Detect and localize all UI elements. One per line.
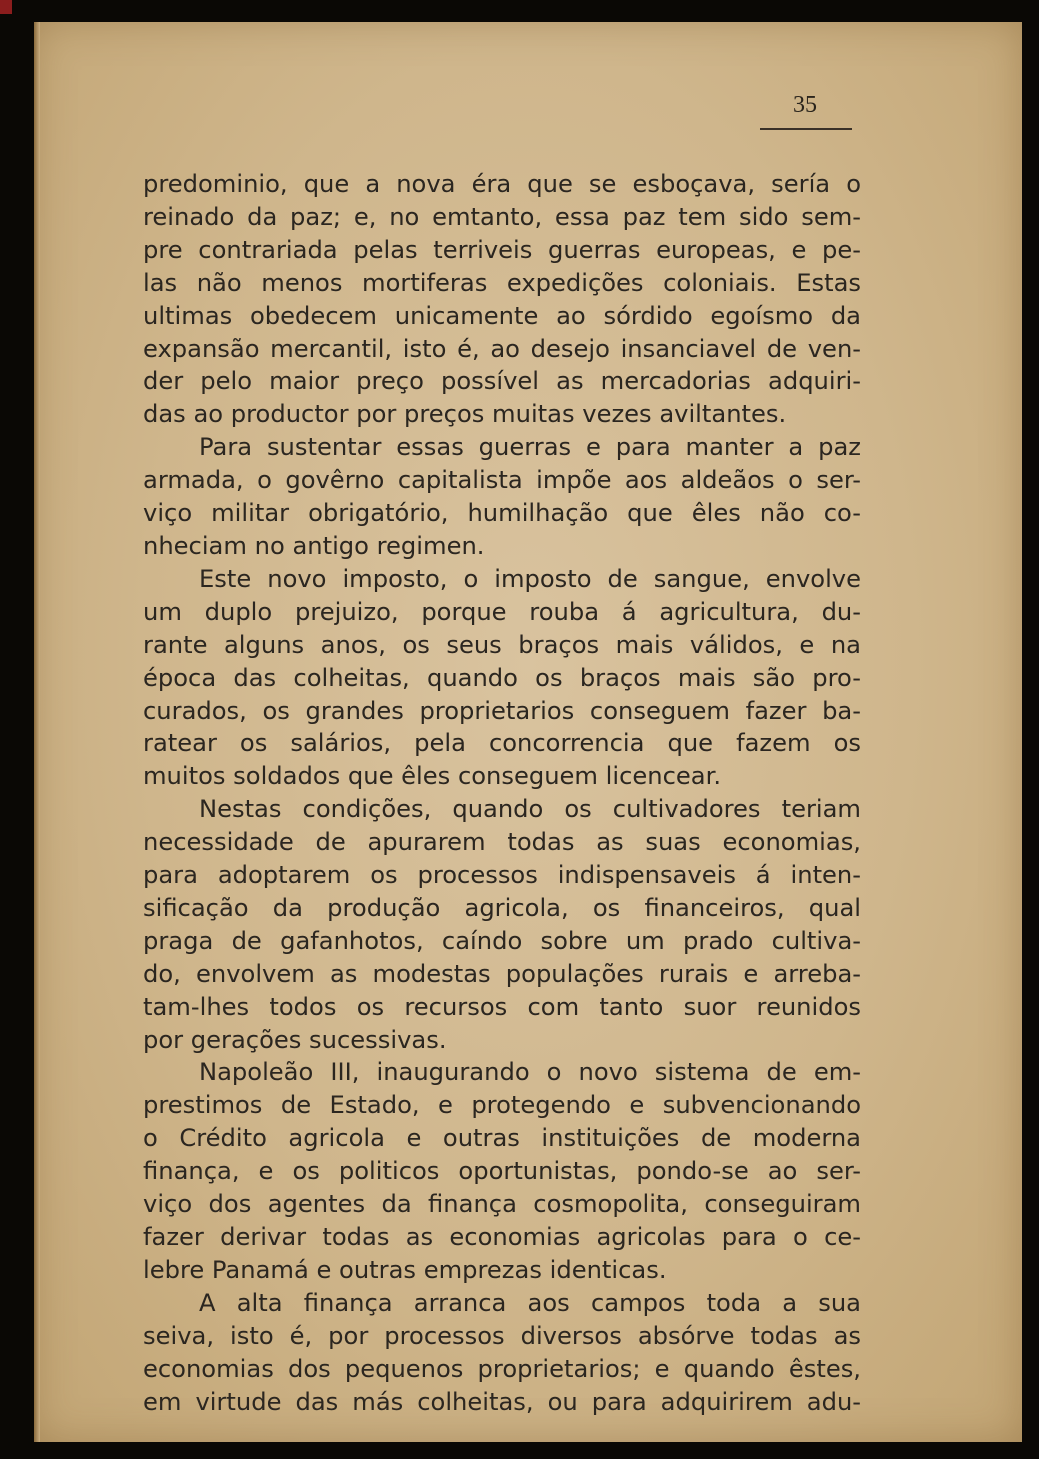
text-line: muitos soldados que êles conseguem licencear. [143, 762, 722, 791]
text-line: pre contrariada pelas terriveis guerras europeas, e pe- [143, 235, 861, 264]
text-line: expansão mercantil, isto é, ao desejo insanciavel de ven- [143, 334, 861, 363]
text-line: economias dos pequenos proprietarios; e quando êstes, [143, 1354, 861, 1383]
text-line: las não menos mortiferas expedições coloniais. Estas [143, 268, 861, 297]
text-line: rante alguns anos, os seus braços mais válidos, e na [143, 630, 861, 659]
corner-color-mark [0, 0, 12, 14]
text-line: armada, o govêrno capitalista impõe aos aldeãos o ser- [143, 466, 861, 495]
text-line: o Crédito agricola e outras instituições de moderna [143, 1124, 861, 1153]
text-line: Para sustentar essas guerras e para manter a paz [199, 433, 861, 462]
text-line: nheciam no antigo regimen. [143, 531, 485, 560]
text-line: necessidade de apurarem todas as suas economias, [143, 828, 861, 857]
text-line: lebre Panamá e outras emprezas identicas. [143, 1255, 667, 1284]
text-line: Nestas condições, quando os cultivadores teriam [199, 795, 861, 824]
text-line: em virtude das más colheitas, ou para adquirirem adu- [143, 1387, 861, 1416]
text-line: reinado da paz; e, no emtanto, essa paz tem sido sem- [143, 202, 861, 231]
text-line: finança, e os politicos oportunistas, pondo-se ao ser- [143, 1157, 861, 1186]
text-line: das ao productor por preços muitas vezes aviltantes. [143, 400, 787, 429]
text-line: do, envolvem as modestas populações rurais e arreba- [143, 959, 861, 988]
text-line: para adoptarem os processos indispensaveis á inten- [143, 861, 861, 890]
text-line: praga de gafanhotos, caíndo sobre um prado cultiva- [143, 926, 861, 955]
text-line: ultimas obedecem unicamente ao sórdido egoísmo da [143, 301, 861, 330]
text-line: predominio, que a nova éra que se esboçava, sería o [143, 170, 861, 198]
text-line: viço dos agentes da finança cosmopolita, conseguiram [143, 1190, 861, 1219]
text-line: der pelo maior preço possível as mercadorias adquiri- [143, 367, 861, 396]
body-text [143, 168, 861, 1418]
page-binding-edge [34, 22, 40, 1442]
text-line: prestimos de Estado, e protegendo e subvencionando [143, 1091, 861, 1120]
text-line: Este novo imposto, o imposto de sangue, envolve [199, 564, 861, 593]
page-number: 35 [793, 92, 817, 118]
text-line: Napoleão III, inaugurando o novo sistema de em- [199, 1058, 861, 1087]
text-line: época das colheitas, quando os braços mais são pro- [143, 663, 861, 692]
page-number-rule [760, 128, 852, 130]
text-line: um duplo prejuizo, porque rouba á agricultura, du- [143, 597, 861, 626]
text-line: viço militar obrigatório, humilhação que êles não co- [143, 499, 861, 528]
text-line: ratear os salários, pela concorrencia que fazem os [143, 729, 861, 758]
text-line: seiva, isto é, por processos diversos absórve todas as [143, 1321, 861, 1350]
text-line: curados, os grandes proprietarios conseguem fazer ba- [143, 696, 861, 725]
text-line: tam-lhes todos os recursos com tanto suor reunidos [143, 992, 861, 1021]
text-line: por gerações sucessivas. [143, 1025, 447, 1054]
text-line: A alta finança arranca aos campos toda a sua [199, 1288, 861, 1317]
text-line: sificação da produção agricola, os financeiros, qual [143, 893, 861, 922]
text-line: fazer derivar todas as economias agricolas para o ce- [143, 1223, 861, 1251]
